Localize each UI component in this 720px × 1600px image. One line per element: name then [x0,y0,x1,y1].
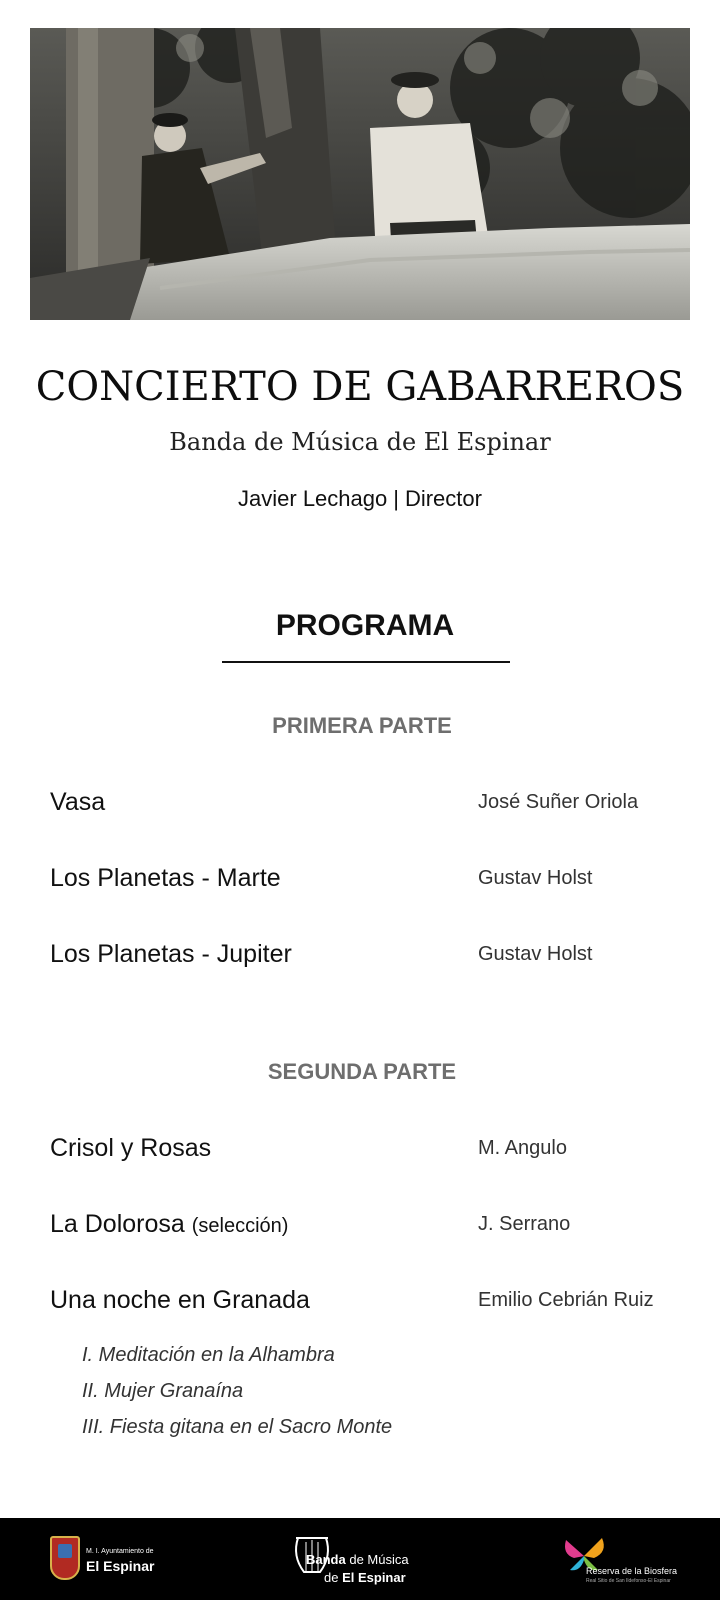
piece-title: Una noche en Granada [50,1286,310,1314]
biosfera-subtext: Real Sitio de San Ildefonso-El Espinar [586,1578,671,1584]
piece-note: (selección) [191,1215,289,1237]
ayuntamiento-small-text: M. I. Ayuntamiento de [86,1548,154,1555]
piece-composer: Emilio Cebrián Ruiz [478,1289,654,1311]
banda-logo-rest: de Música [345,1552,409,1567]
part-label-first: PRIMERA PARTE [272,713,452,738]
piece-title: Vasa [50,788,106,816]
director-separator: | [393,486,399,511]
piece-title: Los Planetas - Jupiter [50,940,292,968]
piece-title-with-note [50,1210,288,1239]
piece-title: Crisol y Rosas [50,1134,212,1162]
director-line [0,486,720,512]
director-name: Javier Lechago [238,486,388,511]
banda-logo-line2 [324,1570,406,1585]
movement-item: III. Fiesta gitana en el Sacro Monte [82,1416,393,1438]
part-label-second: SEGUNDA PARTE [267,1059,457,1084]
biosfera-name: Reserva de la Biosfera [586,1566,678,1576]
program-heading-underline [222,661,510,663]
piece-composer: Gustav Holst [478,943,593,965]
banda-logo-town: El Espinar [342,1570,406,1585]
woodcutters-photo-image [30,28,690,320]
ayuntamiento-big-text: El Espinar [86,1558,155,1574]
piece-composer: J. Serrano [478,1213,571,1235]
movement-item: I. Meditación en la Alhambra [82,1344,335,1366]
piece-composer: José Suñer Oriola [478,791,639,813]
banda-logo-line1 [306,1552,409,1567]
banda-logo-bold: Banda [306,1552,346,1567]
piece-composer: Gustav Holst [478,867,593,889]
coat-of-arms-icon [50,1536,80,1580]
piece-title: Los Planetas - Marte [50,864,281,892]
footer-logo-bar [0,1518,720,1600]
movement-item: II. Mujer Granaína [82,1380,244,1402]
hero-photo [30,28,690,320]
director-role: Director [404,486,482,511]
program-heading: PROGRAMA [275,609,455,642]
concert-title: CONCIERTO DE GABARREROS [35,364,685,410]
banda-logo-prefix: de [324,1570,343,1585]
band-name: Banda de Música de El Espinar [169,428,551,456]
piece-composer: M. Angulo [478,1137,567,1159]
piece-title: La Dolorosa [50,1210,185,1238]
